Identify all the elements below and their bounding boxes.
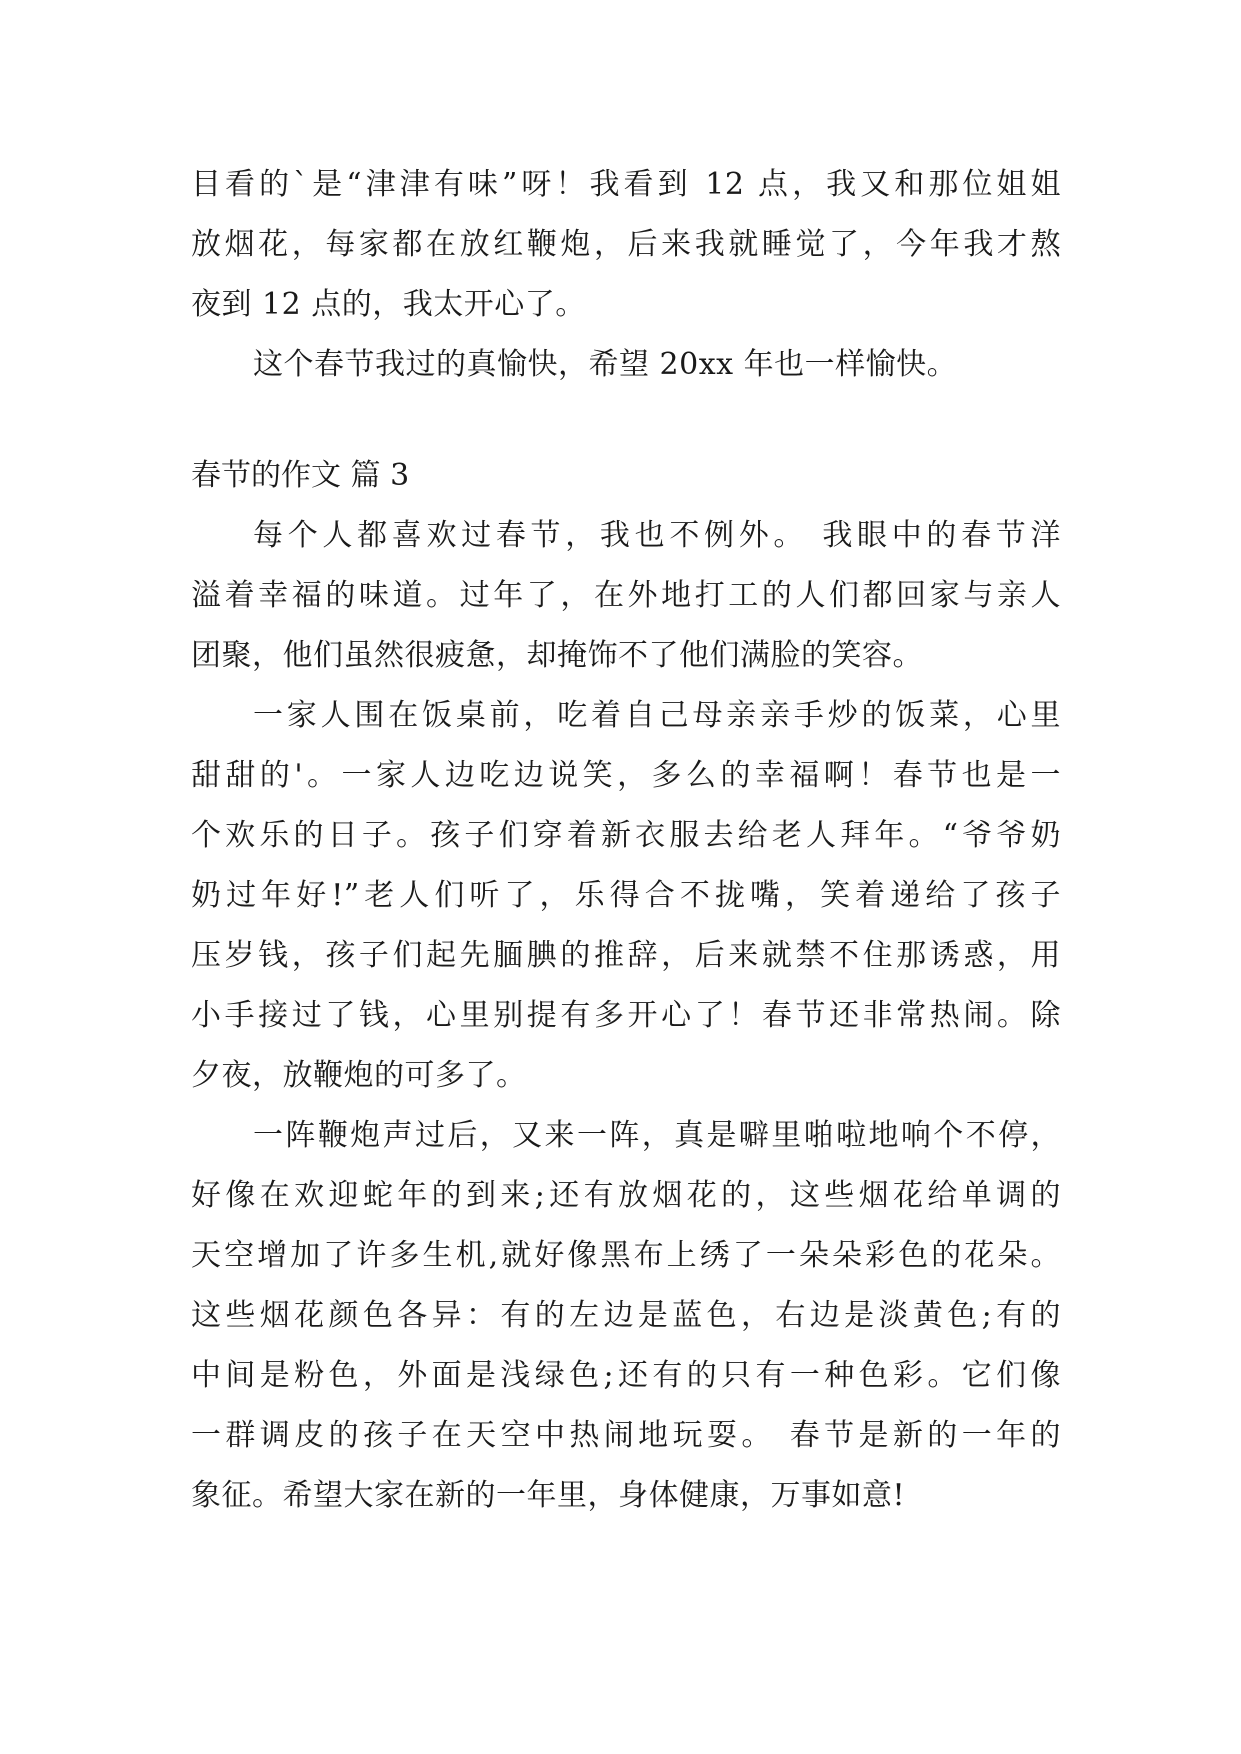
paragraph-3-line-4: 这些烟花颜色各异：有的左边是蓝色，右边是淡黄色;有的: [191, 1298, 1061, 1333]
paragraph-1-line-2: 溢着幸福的味道。过年了，在外地打工的人们都回家与亲人: [191, 578, 1061, 613]
paragraph-2-line-2: 甜甜的'。一家人边吃边说笑，多么的幸福啊！春节也是一: [191, 758, 1061, 793]
prev-closing-line: 这个春节我过的真愉快，希望 20xx 年也一样愉快。: [253, 347, 958, 382]
paragraph-3-line-3: 天空增加了许多生机,就好像黑布上绣了一朵朵彩色的花朵。: [191, 1238, 1061, 1273]
paragraph-1-line-3: 团聚，他们虽然很疲惫，却掩饰不了他们满脸的笑容。: [191, 638, 923, 673]
paragraph-3-line-7: 象征。希望大家在新的一年里，身体健康，万事如意!: [191, 1478, 906, 1513]
paragraph-2-line-7: 夕夜，放鞭炮的可多了。: [191, 1058, 527, 1093]
paragraph-1-line-1: 每个人都喜欢过春节，我也不例外。 我眼中的春节洋: [253, 518, 1061, 553]
section-title: 春节的作文 篇 3: [191, 458, 410, 493]
prev-text-line-3: 夜到 12 点的，我太开心了。: [191, 287, 586, 322]
paragraph-3-line-1: 一阵鞭炮声过后，又来一阵，真是噼里啪啦地响个不停，: [253, 1118, 1061, 1153]
paragraph-2-line-4: 奶过年好!”老人们听了，乐得合不拢嘴，笑着递给了孩子: [191, 878, 1061, 913]
paragraph-3-line-2: 好像在欢迎蛇年的到来;还有放烟花的，这些烟花给单调的: [191, 1178, 1061, 1213]
paragraph-3-line-5: 中间是粉色，外面是浅绿色;还有的只有一种色彩。它们像: [191, 1358, 1061, 1393]
paragraph-2-line-3: 个欢乐的日子。孩子们穿着新衣服去给老人拜年。“爷爷奶: [191, 818, 1061, 853]
paragraph-2-line-6: 小手接过了钱，心里别提有多开心了！春节还非常热闹。除: [191, 998, 1061, 1033]
paragraph-3-line-6: 一群调皮的孩子在天空中热闹地玩耍。 春节是新的一年的: [191, 1418, 1061, 1453]
prev-text-line-2: 放烟花，每家都在放红鞭炮，后来我就睡觉了，今年我才熬: [191, 227, 1061, 262]
paragraph-2-line-1: 一家人围在饭桌前，吃着自己母亲亲手炒的饭菜，心里: [253, 698, 1061, 733]
prev-text-line-1: 目看的`是“津津有味”呀！我看到 12 点，我又和那位姐姐: [191, 167, 1061, 202]
paragraph-2-line-5: 压岁钱，孩子们起先腼腆的推辞，后来就禁不住那诱惑，用: [191, 938, 1061, 973]
